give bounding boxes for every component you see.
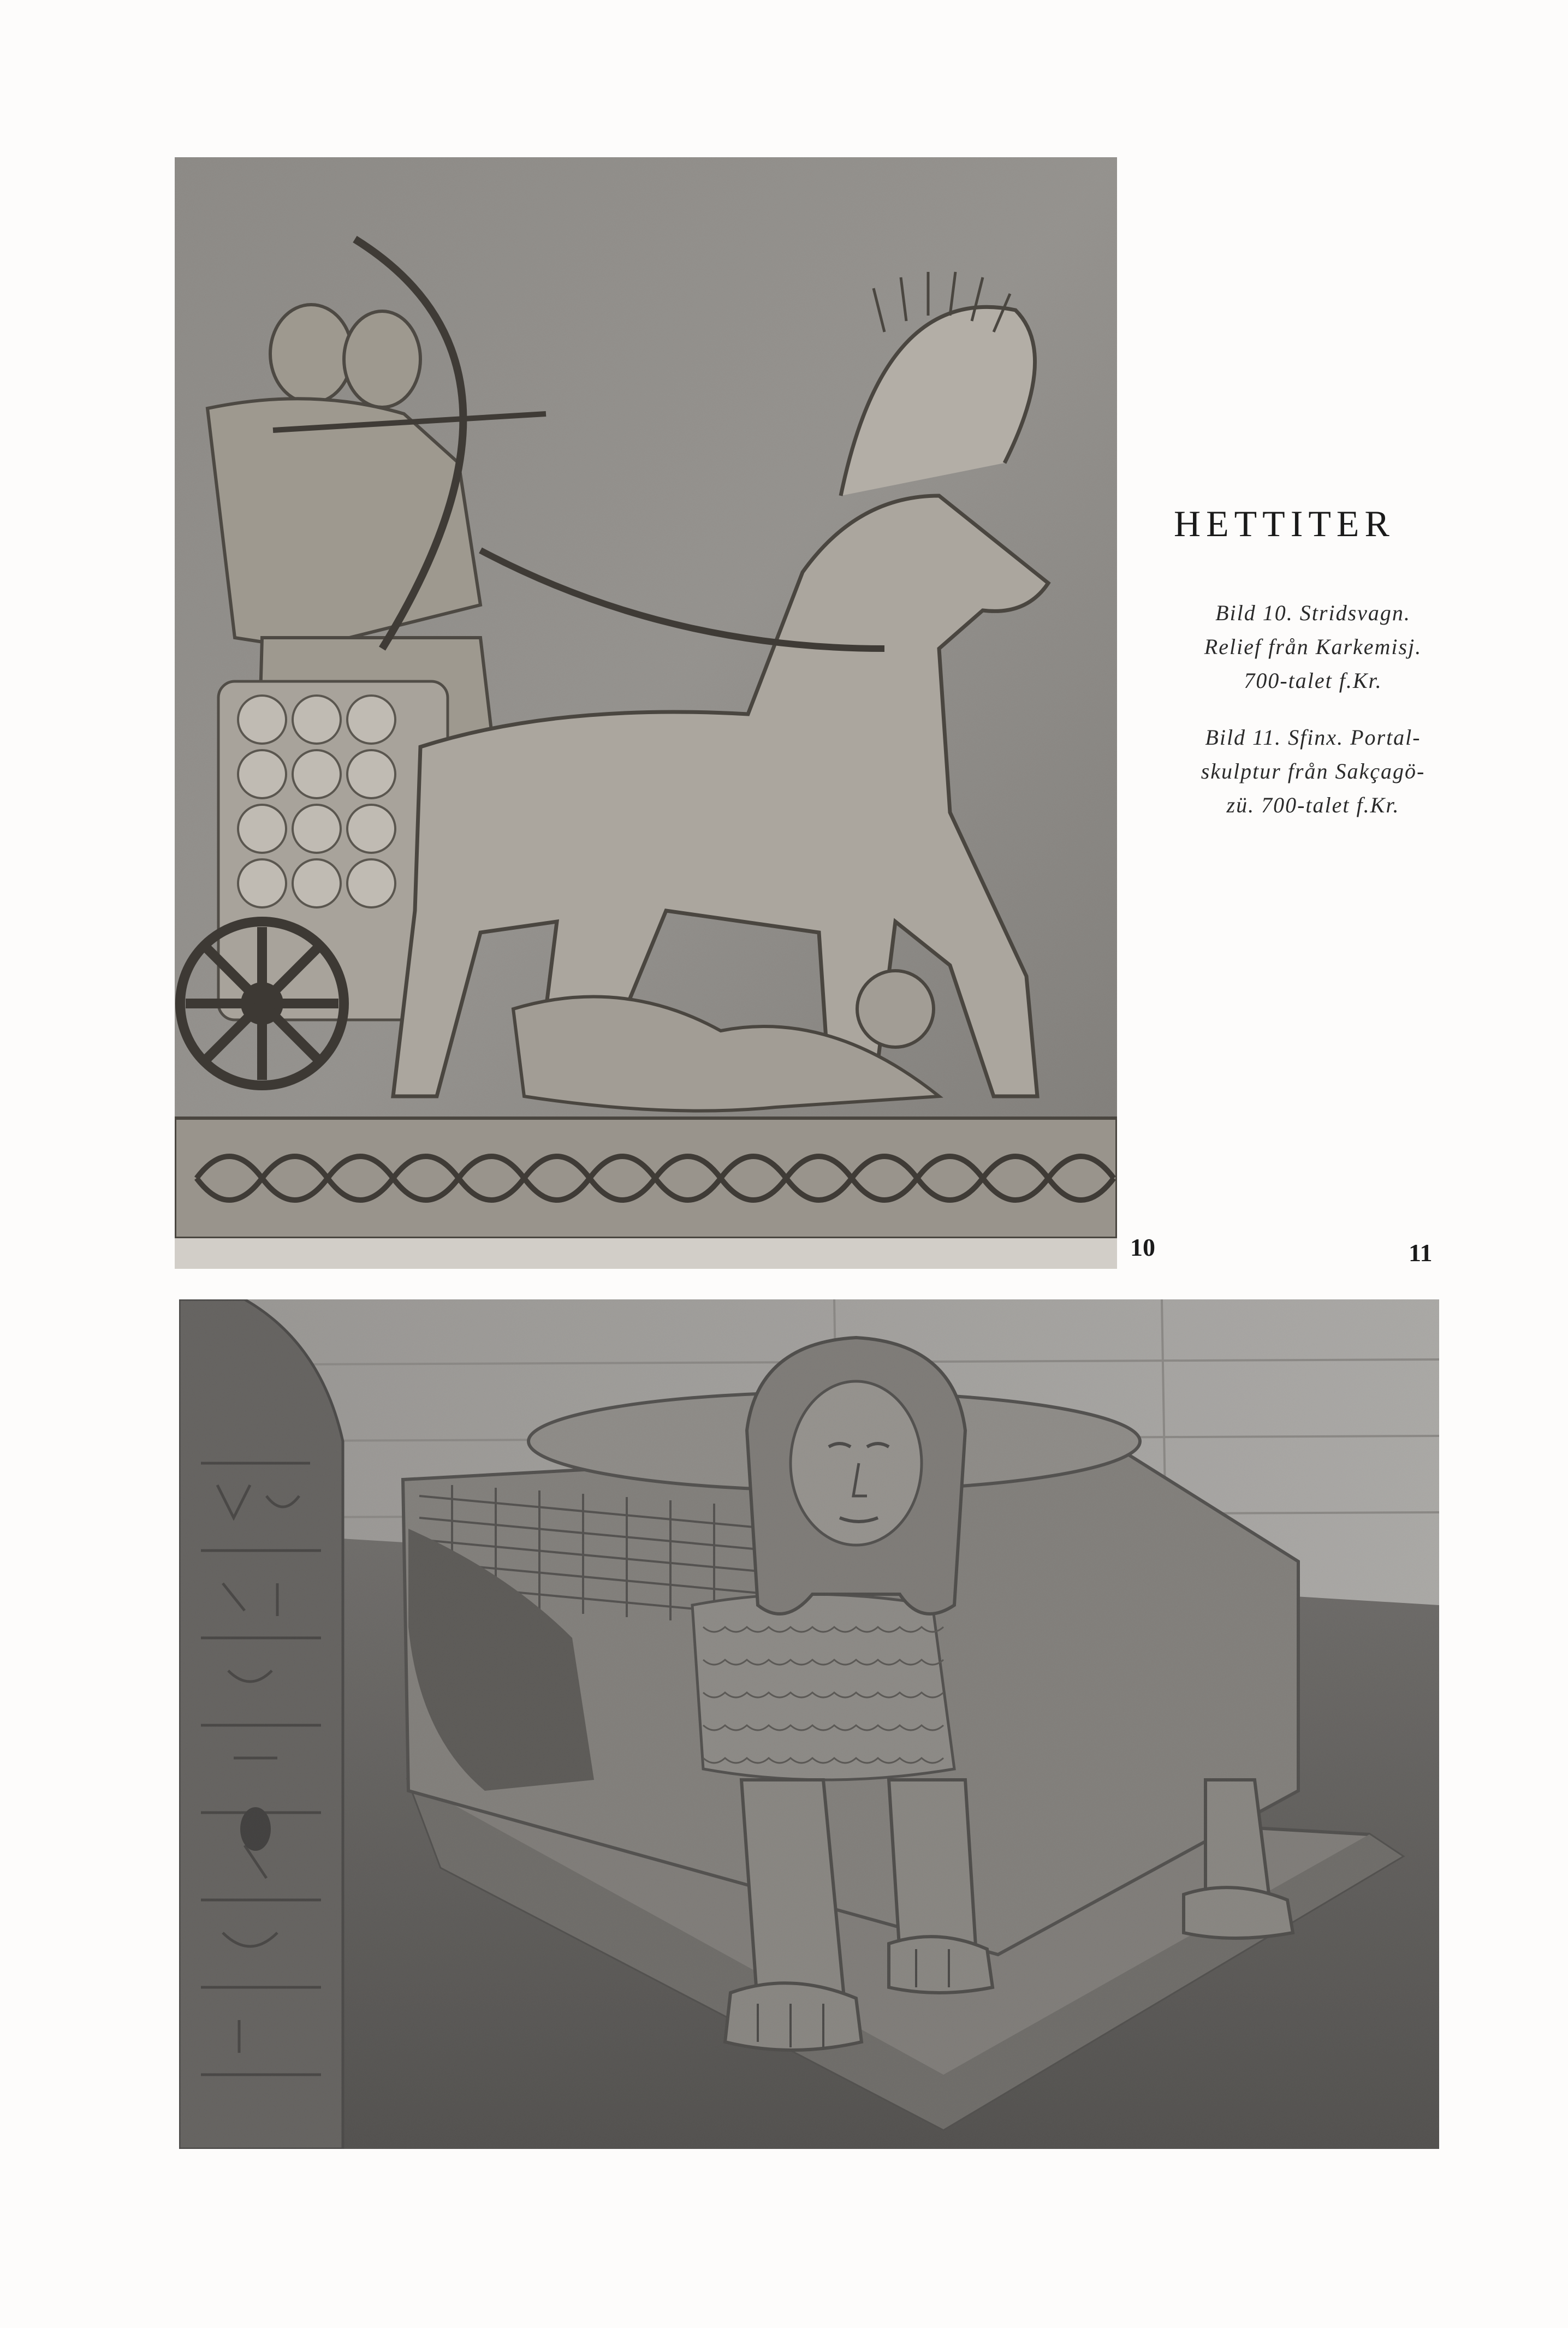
page-heading: HETTITER — [1174, 503, 1395, 544]
caption-line: Bild 10. Stridsvagn. — [1215, 601, 1411, 625]
figure-number-11: 11 — [1409, 1239, 1433, 1267]
sphinx-image — [179, 1299, 1439, 2149]
caption-line: Relief från Karkemisj. — [1204, 634, 1422, 659]
caption-line: skulptur från Sakçagö- — [1201, 759, 1426, 783]
photo-chariot-relief — [175, 157, 1117, 1269]
chariot-relief-image — [175, 157, 1117, 1269]
caption-line: Bild 11. Sfinx. Portal- — [1205, 725, 1421, 750]
caption-line: 700-talet f.Kr. — [1244, 668, 1382, 693]
caption-figure-11 — [1152, 721, 1474, 822]
caption-line: zü. 700-talet f.Kr. — [1226, 793, 1400, 817]
figure-number-10: 10 — [1130, 1233, 1155, 1261]
photo-sphinx-sculpture — [179, 1299, 1439, 2149]
caption-figure-10 — [1152, 596, 1474, 698]
